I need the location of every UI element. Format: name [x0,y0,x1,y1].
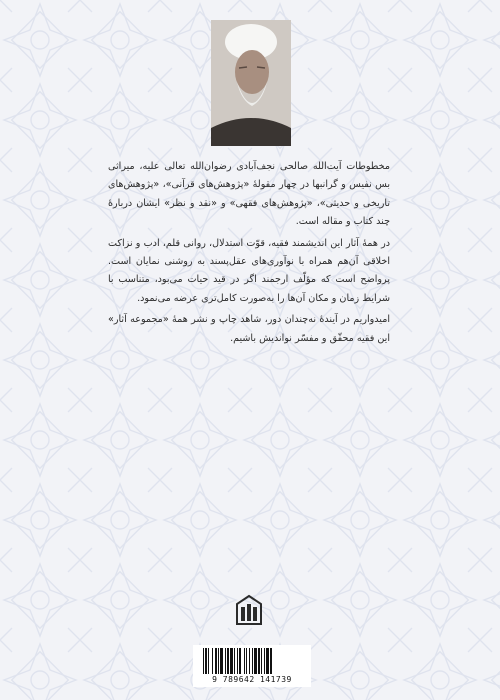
author-portrait [211,20,291,146]
barcode-bar [225,648,226,674]
barcode-bar [237,648,238,674]
barcode-bar [249,648,250,674]
barcode-bar [246,648,247,674]
barcode-bar [220,648,223,674]
isbn-barcode [193,645,311,687]
barcode-bar [230,648,233,674]
publisher-logo [234,594,264,640]
back-cover-text [108,158,390,351]
portrait-illustration [211,20,291,146]
barcode-bar [218,648,219,674]
barcode-bar [227,648,229,674]
barcode-bar [215,648,217,674]
barcode-bar [258,648,260,674]
barcode-bar [266,648,269,674]
paragraph-2: در همهٔ آثار این اندیشمند فقیه، قوّت استدلال، روانی قلم، ادب و نزاکت اخلاقی آن‌هم همراه با نوآوری‌های عقل‌پسند به روشنی نمایان است. پرواضح است که مؤلّف ارجمند اگر در قید حیات می‌بود، متناسب با شرایط زمان و مکان آن‌ها را به‌صورت کامل‌تری عرضه می‌نمود. [108,237,390,304]
isbn-number: 9 789642 141739 [212,675,292,684]
barcode-bars [202,648,302,676]
paragraph-1: مخطوطات آیت‌الله صالحی نجف‌آبادی رضوان‌الله تعالی علیه، میراثی بس نفیس و گرانبها در چهار مقولهٔ «پژوهش‌های قرآنی»، «پژوهش‌های تاریخی و حدیثی»، «پژوهش‌های فقهی» و «نقد و نظر» ایشان دربارهٔ چند کتاب و مقاله است. [108,161,390,228]
barcode-bar [261,648,262,674]
barcode-bar [264,648,265,674]
barcode-bar [270,648,272,674]
barcode-bar [208,648,209,674]
barcode-bar [244,648,245,674]
barcode-bar [239,648,241,674]
barcode-bar [252,648,253,674]
paragraph-3: امیدواریم در آیندهٔ نه‌چندان دور، شاهد چاپ و نشر همهٔ «مجموعه آثار» این فقیه محقّق و مفسّر نواندیش باشیم. [108,314,390,344]
barcode-bar [205,648,207,674]
barcode-bar [203,648,204,674]
barcode-bar [254,648,257,674]
barcode-bar [234,648,235,674]
barcode-bar [212,648,213,674]
